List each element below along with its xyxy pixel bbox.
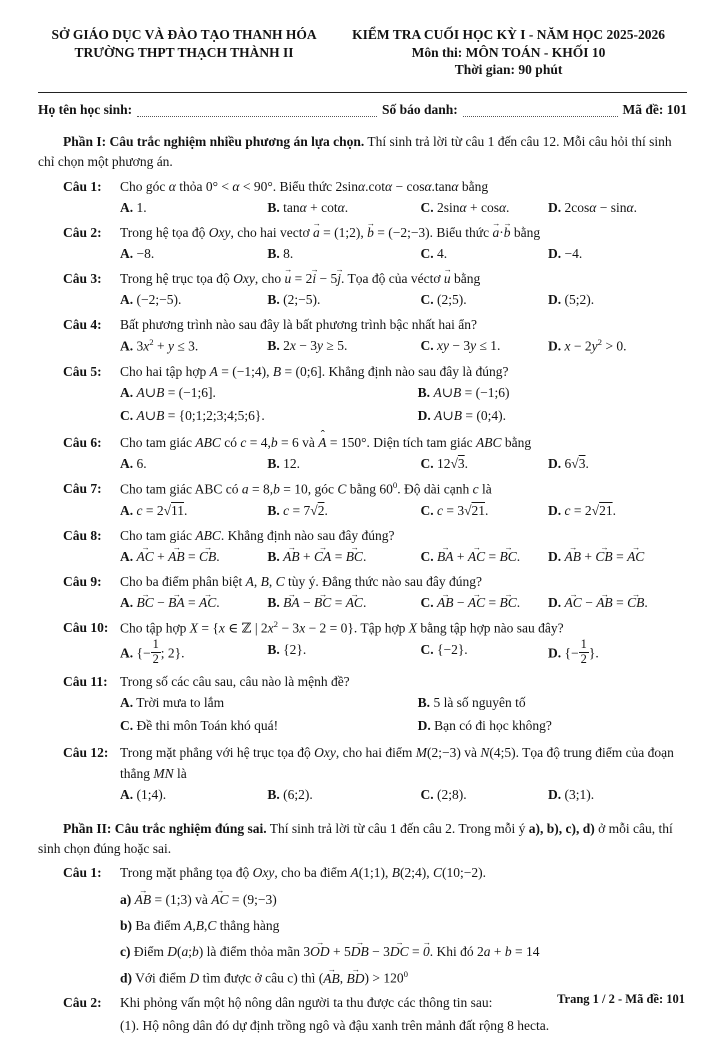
question-body: [120, 177, 687, 219]
option-key: B.: [267, 549, 280, 565]
answer-option[interactable]: D. $x - 2y^2 > 0$.: [548, 337, 627, 354]
option-key: A.: [120, 695, 134, 711]
answer-options: [120, 198, 687, 219]
answer-option[interactable]: C. (2;5).: [420, 292, 467, 308]
option-key: D.: [548, 502, 562, 518]
statement-item[interactable]: d) Với điểm D tìm được ở câu c) thì (→ AB, → $BD) > 120^0$: [120, 968, 687, 989]
option-key: B.: [417, 695, 431, 711]
answer-option[interactable]: B. (2;−5).: [267, 292, 321, 308]
part2-title: Phần II: Câu trắc nghiệm đúng sai.: [63, 820, 267, 836]
answer-option[interactable]: D. → AC − → AB = → CB.: [548, 593, 687, 614]
question-label: Câu 1:: [63, 865, 102, 881]
exam-header: [38, 26, 687, 79]
question-label: Câu 4:: [63, 317, 102, 333]
question: [38, 315, 687, 358]
option-key: C.: [120, 718, 134, 734]
student-name-label: Họ tên học sinh:: [38, 101, 133, 117]
answer-option[interactable]: C. 12√3.: [420, 456, 469, 472]
answer-options: [120, 383, 687, 429]
question-text: Cho tam giác ABC có a = 8,b = 10, góc C bằng $60^0$. Độ dài cạnh c là: [120, 480, 492, 497]
answer-option[interactable]: B. 8.: [267, 246, 294, 262]
option-key: D.: [548, 645, 562, 661]
question-text: Trong hệ tọa độ Oxy, cho hai vectơ → a = (1;2), → b = (−2;−3). Biểu thức → a·→ b bằng: [120, 223, 687, 243]
question: [38, 433, 687, 475]
answer-options: [120, 244, 687, 265]
duration-line: Thời gian: 90 phút: [454, 62, 563, 78]
answer-option[interactable]: C. → AB − → AC = → BC.: [420, 593, 548, 614]
answer-options: [120, 501, 687, 522]
question-text: Cho ba điểm phân biệt A, B, C tùy ý. Đẳng thức nào sau đây đúng?: [120, 574, 483, 589]
answer-options: [120, 693, 687, 739]
option-key: A.: [120, 199, 134, 215]
question: [38, 672, 687, 739]
answer-option[interactable]: D. {− $\frac{1}{2}$ }.: [548, 636, 599, 666]
option-key: A.: [120, 246, 134, 262]
option-key: B.: [267, 502, 280, 518]
answer-option[interactable]: B. A∪B = (−1;6): [417, 385, 510, 401]
answer-option[interactable]: D. −4.: [548, 246, 583, 262]
answer-option[interactable]: C. 2sinα + cosα.: [420, 199, 510, 215]
option-key: A.: [120, 385, 134, 401]
part1-instructions: Thí sinh trả lời từ câu 1 đến câu 12. Mỗi câu hỏi thí sinh chỉ chọn một phương án.: [38, 134, 672, 170]
answer-option[interactable]: A. Trời mưa to lắm: [120, 695, 225, 711]
option-key: D.: [548, 456, 562, 472]
answer-option[interactable]: A. {− $\frac{1}{2}$ ; 2}.: [120, 636, 185, 666]
part1-heading: [38, 132, 687, 173]
option-key: D.: [548, 549, 562, 565]
question: [38, 223, 687, 265]
option-key: C.: [420, 456, 434, 472]
answer-option[interactable]: B. {2}.: [267, 641, 307, 657]
option-key: A.: [120, 595, 134, 611]
question-body: [120, 743, 687, 805]
department-name: SỞ GIÁO DỤC VÀ ĐÀO TẠO THANH HÓA: [51, 27, 317, 42]
answer-options: [120, 593, 687, 614]
question-label: Câu 11:: [63, 674, 108, 690]
option-key: C.: [420, 502, 434, 518]
question-label: Câu 5:: [63, 363, 102, 379]
option-key: B.: [267, 199, 280, 215]
answer-options: [120, 636, 687, 668]
option-key: A.: [120, 786, 134, 802]
part1-questions: [38, 177, 687, 806]
student-id-field[interactable]: [463, 103, 618, 117]
answer-option[interactable]: B. 5 là số nguyên tố: [417, 695, 526, 711]
answer-option[interactable]: C. A∪B = {0;1;2;3;4;5;6}.: [120, 408, 265, 424]
answer-option[interactable]: D. → AB + → CB = → AC: [548, 547, 687, 568]
answer-option[interactable]: C. xy − 3y ≤ 1.: [420, 338, 501, 354]
header-left-block: [38, 26, 330, 79]
option-key: C.: [420, 786, 434, 802]
answer-option[interactable]: D. 2cosα − sinα.: [548, 199, 637, 215]
answer-option[interactable]: C. c = 3√21.: [420, 502, 489, 518]
student-id-label: Số báo danh:: [381, 101, 458, 117]
subject-line: Môn thi: MÔN TOÁN - KHỐI 10: [411, 44, 606, 60]
question-label: Câu 8:: [63, 527, 102, 543]
answer-option[interactable]: A. 1.: [120, 199, 147, 215]
question-note: (1). Hộ nông dân đó dự định trồng ngô và đậu xanh trên mảnh đất rộng 8 hecta.: [120, 1018, 550, 1034]
answer-option[interactable]: A. → AC + → AB = → CB.: [120, 547, 267, 568]
option-key: D.: [548, 292, 562, 308]
part1-title: Phần I: Câu trắc nghiệm nhiều phương án lựa chọn.: [63, 134, 365, 150]
answer-option[interactable]: B. 2x − 3y ≥ 5.: [267, 338, 348, 354]
answer-option[interactable]: C. Đề thi môn Toán khó quá!: [120, 718, 279, 734]
question-body: [120, 618, 687, 668]
option-key: B.: [267, 786, 280, 802]
header-divider: [38, 92, 687, 93]
question-label: Câu 2:: [63, 995, 102, 1010]
answer-option[interactable]: D. (5;2).: [548, 292, 595, 308]
answer-option[interactable]: A. c = 2√11.: [120, 502, 188, 518]
option-key: D.: [548, 595, 562, 611]
statement-item[interactable]: a) → AB = (1;3) và → AC = (9;−3): [120, 890, 687, 910]
question: [38, 479, 687, 522]
header-right-block: [330, 26, 687, 79]
question: [38, 572, 687, 614]
option-key: A.: [120, 456, 134, 472]
option-key: C.: [420, 549, 434, 565]
answer-options: [120, 290, 687, 311]
option-key: B.: [267, 292, 280, 308]
question-text: Cho hai tập hợp A = (−1;4), B = (0;6]. Khẳng định nào sau đây là đúng?: [120, 363, 509, 379]
question-text: Trong số các câu sau, câu nào là mệnh đề?: [120, 674, 350, 690]
question-label: Câu 1:: [63, 178, 102, 194]
question-body: [120, 526, 687, 568]
answer-option[interactable]: D. 6√3.: [548, 456, 589, 472]
answer-option[interactable]: B. tanα + cotα.: [267, 199, 349, 215]
question-label: Câu 2:: [63, 224, 102, 240]
question-text: Cho tập hợp X = {x ∈ ℤ | $2x^2 - 3x - 2 = 0$}. Tập hợp X bằng tập hợp nào sau đây?: [120, 619, 564, 636]
option-key: C.: [420, 641, 434, 657]
option-key: D.: [548, 246, 562, 262]
student-info-row: [38, 100, 687, 120]
answer-option[interactable]: D. Bạn có đi học không?: [417, 718, 552, 734]
question-body: [120, 672, 687, 739]
option-key: C.: [420, 246, 434, 262]
answer-options: [120, 547, 687, 568]
question-text: Trong mặt phẳng tọa độ Oxy, cho ba điểm A(1;1), B(2;4), C(10;−2).: [120, 865, 486, 881]
answer-option[interactable]: D. (3;1).: [548, 786, 595, 802]
option-key: D.: [548, 786, 562, 802]
answer-option[interactable]: D. A∪B = (0;4).: [417, 408, 506, 424]
option-key: A.: [120, 338, 134, 354]
option-key: A.: [120, 502, 134, 518]
answer-option[interactable]: B. → AB + → CA = → BC.: [267, 547, 420, 568]
exam-code-label: Mã đề: 101: [622, 101, 687, 117]
answer-option[interactable]: A. 6.: [120, 456, 147, 472]
question-body: [120, 433, 687, 475]
question-label: Câu 9:: [63, 574, 102, 589]
question: [38, 362, 687, 429]
answer-option[interactable]: C. 4.: [420, 246, 448, 262]
question-body: [120, 479, 687, 522]
statement-item[interactable]: c) Điểm D(a;b) là điểm thỏa mãn 3→ OD + 5→ DB − 3→ DC = → 0. Khi đó 2a + b = 14: [120, 942, 687, 962]
option-key: B.: [267, 456, 280, 472]
question-body: [120, 863, 687, 989]
answer-option[interactable]: A. −8.: [120, 246, 155, 262]
question: [38, 526, 687, 568]
question-label: Câu 6:: [63, 434, 102, 450]
option-key: B.: [417, 385, 431, 401]
question-body: [120, 315, 687, 358]
question-label: Câu 3:: [63, 271, 102, 287]
answer-option[interactable]: D. c = 2√21.: [548, 502, 616, 518]
statement-key: a): [120, 891, 132, 907]
question: [38, 618, 687, 668]
answer-options: [120, 454, 687, 475]
option-key: A.: [120, 645, 134, 661]
question-body: [120, 362, 687, 429]
part2-instructions: Thí sinh trả lời từ câu 1 đến câu 2. Trong mỗi ý a), b), c), d) ở mỗi câu, thí sinh chọn đúng hoặc sai.: [38, 820, 673, 856]
part2-questions: [38, 863, 687, 1036]
answer-option[interactable]: C. → BA + → AC = → BC.: [420, 547, 548, 568]
answer-option[interactable]: A. A∪B = (−1;6].: [120, 385, 216, 401]
question-text: Cho tam giác ABC có c = 4,b = 6 và ˆ A = 150°. Diện tích tam giác ABC bằng: [120, 433, 687, 453]
statement-key: c): [120, 944, 131, 959]
statement-key: d): [120, 970, 133, 986]
answer-option[interactable]: A. → BC − → BA = → AC.: [120, 593, 267, 614]
answer-option[interactable]: C. (2;8).: [420, 786, 467, 802]
question-body: [120, 223, 687, 265]
question: [38, 177, 687, 219]
statement-item[interactable]: b) Ba điểm A,B,C thẳng hàng: [120, 917, 280, 933]
question: [38, 743, 687, 805]
option-key: C.: [420, 338, 434, 354]
option-key: D.: [417, 408, 431, 424]
answer-option[interactable]: A. $3x^2 + y \le 3$.: [120, 337, 199, 354]
option-key: D.: [417, 718, 431, 734]
exam-title: KIỂM TRA CUỐI HỌC KỲ I - NĂM HỌC 2025-2026: [352, 27, 665, 42]
answer-option[interactable]: B. → BA − → BC = → AC.: [267, 593, 420, 614]
option-key: B.: [267, 338, 280, 354]
question-body: [120, 269, 687, 311]
statement-key: b): [120, 917, 133, 933]
question: [38, 863, 687, 989]
question-body: [120, 572, 687, 614]
question-label: Câu 7:: [63, 481, 102, 497]
question-label: Câu 12:: [63, 745, 109, 761]
question-text: Khi phỏng vấn một hộ nông dân người ta thu được các thông tin sau:: [120, 995, 493, 1010]
question-text: Trong hệ trục tọa độ Oxy, cho → u = 2→ i − 5→ j. Tọa độ của véctơ → u bằng: [120, 269, 687, 289]
question-text: Trong mặt phẳng với hệ trục tọa độ Oxy, cho hai điểm M(2;−3) và N(4;5). Tọa độ trung điểm của đoạn thẳng MN là: [120, 745, 674, 781]
question: [38, 269, 687, 311]
student-name-field[interactable]: [137, 103, 377, 117]
answer-option[interactable]: B. 12.: [267, 456, 301, 472]
answer-option[interactable]: B. (6;2).: [267, 786, 313, 802]
option-key: A.: [120, 549, 134, 565]
option-key: C.: [420, 595, 434, 611]
option-key: B.: [267, 246, 280, 262]
option-key: C.: [120, 408, 134, 424]
answer-option[interactable]: B. c = 7√2.: [267, 502, 328, 518]
option-key: B.: [267, 641, 280, 657]
option-key: A.: [120, 292, 134, 308]
answer-option[interactable]: A. (−2;−5).: [120, 292, 182, 308]
part2-heading: [38, 819, 687, 860]
option-key: B.: [267, 595, 280, 611]
school-name: TRƯỜNG THPT THẠCH THÀNH II: [74, 44, 294, 60]
question-label: Câu 10:: [63, 620, 109, 636]
answer-options: [120, 785, 687, 806]
question-text: Cho tam giác ABC. Khẳng định nào sau đây đúng?: [120, 527, 395, 543]
answer-options: [120, 336, 687, 357]
question-text: Bất phương trình nào sau đây là bất phương trình bậc nhất hai ẩn?: [120, 317, 477, 333]
option-key: C.: [420, 292, 434, 308]
answer-option[interactable]: A. (1;4).: [120, 786, 167, 802]
option-key: D.: [548, 199, 562, 215]
option-key: D.: [548, 338, 562, 354]
answer-option[interactable]: C. {−2}.: [420, 641, 468, 657]
option-key: C.: [420, 199, 434, 215]
page-footer: Trang 1 / 2 - Mã đề: 101: [557, 991, 685, 1006]
question-text: Cho góc α thỏa 0° < α < 90°. Biểu thức 2sinα.cotα − cosα.tanα bằng: [120, 178, 489, 194]
